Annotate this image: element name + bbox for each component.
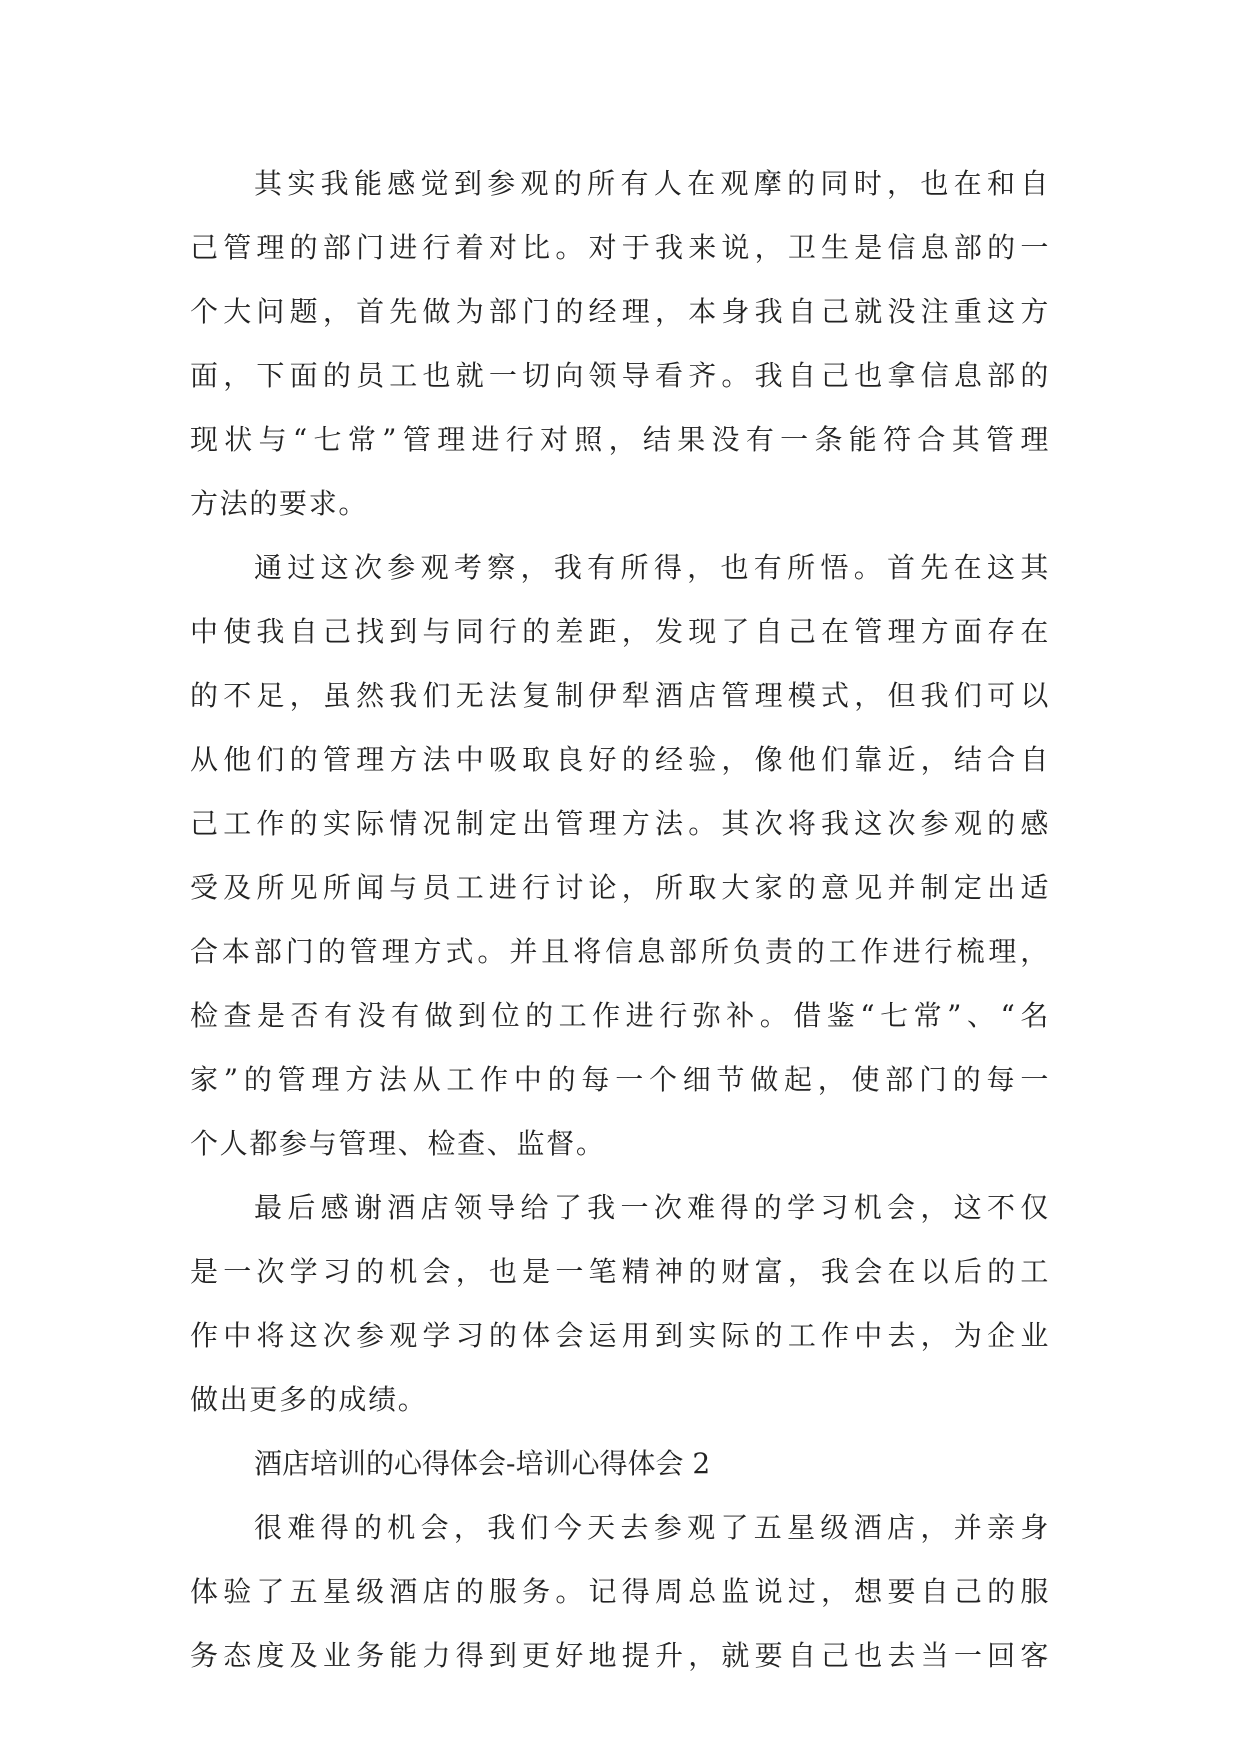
section-heading: 酒店培训的心得体会-培训心得体会 2 bbox=[254, 1447, 711, 1480]
text-line: 合本部门的管理方式。并且将信息部所负责的工作进行梳理， bbox=[190, 935, 1050, 968]
text-line: 面，下面的员工也就一切向领导看齐。我自己也拿信息部的 bbox=[190, 359, 1050, 392]
text-line: 己工作的实际情况制定出管理方法。其次将我这次参观的感 bbox=[190, 807, 1050, 840]
text-line: 务态度及业务能力得到更好地提升，就要自己也去当一回客 bbox=[190, 1639, 1050, 1672]
text-line: 是一次学习的机会，也是一笔精神的财富，我会在以后的工 bbox=[190, 1255, 1050, 1288]
text-line: 检查是否有没有做到位的工作进行弥补。借鉴“七常”、“名 bbox=[190, 999, 1050, 1032]
text-line: 体验了五星级酒店的服务。记得周总监说过，想要自己的服 bbox=[190, 1575, 1050, 1608]
text-line: 家”的管理方法从工作中的每一个细节做起，使部门的每一 bbox=[190, 1063, 1050, 1096]
text-line: 个大问题，首先做为部门的经理，本身我自己就没注重这方 bbox=[190, 295, 1050, 328]
text-line: 现状与“七常”管理进行对照，结果没有一条能符合其管理 bbox=[190, 423, 1050, 456]
text-line: 从他们的管理方法中吸取良好的经验，像他们靠近，结合自 bbox=[190, 743, 1050, 776]
text-line: 作中将这次参观学习的体会运用到实际的工作中去，为企业 bbox=[190, 1319, 1050, 1352]
text-line: 的不足，虽然我们无法复制伊犁酒店管理模式，但我们可以 bbox=[190, 679, 1050, 712]
document-body bbox=[190, 152, 1050, 1688]
text-line: 其实我能感觉到参观的所有人在观摩的同时，也在和自 bbox=[254, 167, 1050, 200]
text-line: 个人都参与管理、检查、监督。 bbox=[190, 1127, 606, 1160]
paragraph-2 bbox=[190, 536, 1050, 1176]
paragraph-1 bbox=[190, 152, 1050, 536]
text-line: 做出更多的成绩。 bbox=[190, 1383, 428, 1416]
paragraph-3 bbox=[190, 1176, 1050, 1432]
text-line: 方法的要求。 bbox=[190, 487, 369, 520]
text-line: 中使我自己找到与同行的差距，发现了自己在管理方面存在 bbox=[190, 615, 1050, 648]
text-line: 己管理的部门进行着对比。对于我来说，卫生是信息部的一 bbox=[190, 231, 1050, 264]
text-line: 最后感谢酒店领导给了我一次难得的学习机会，这不仅 bbox=[254, 1191, 1050, 1224]
text-line: 很难得的机会，我们今天去参观了五星级酒店，并亲身 bbox=[254, 1511, 1050, 1544]
paragraph-4 bbox=[190, 1496, 1050, 1688]
text-line: 通过这次参观考察，我有所得，也有所悟。首先在这其 bbox=[254, 551, 1050, 584]
text-line: 受及所见所闻与员工进行讨论，所取大家的意见并制定出适 bbox=[190, 871, 1050, 904]
